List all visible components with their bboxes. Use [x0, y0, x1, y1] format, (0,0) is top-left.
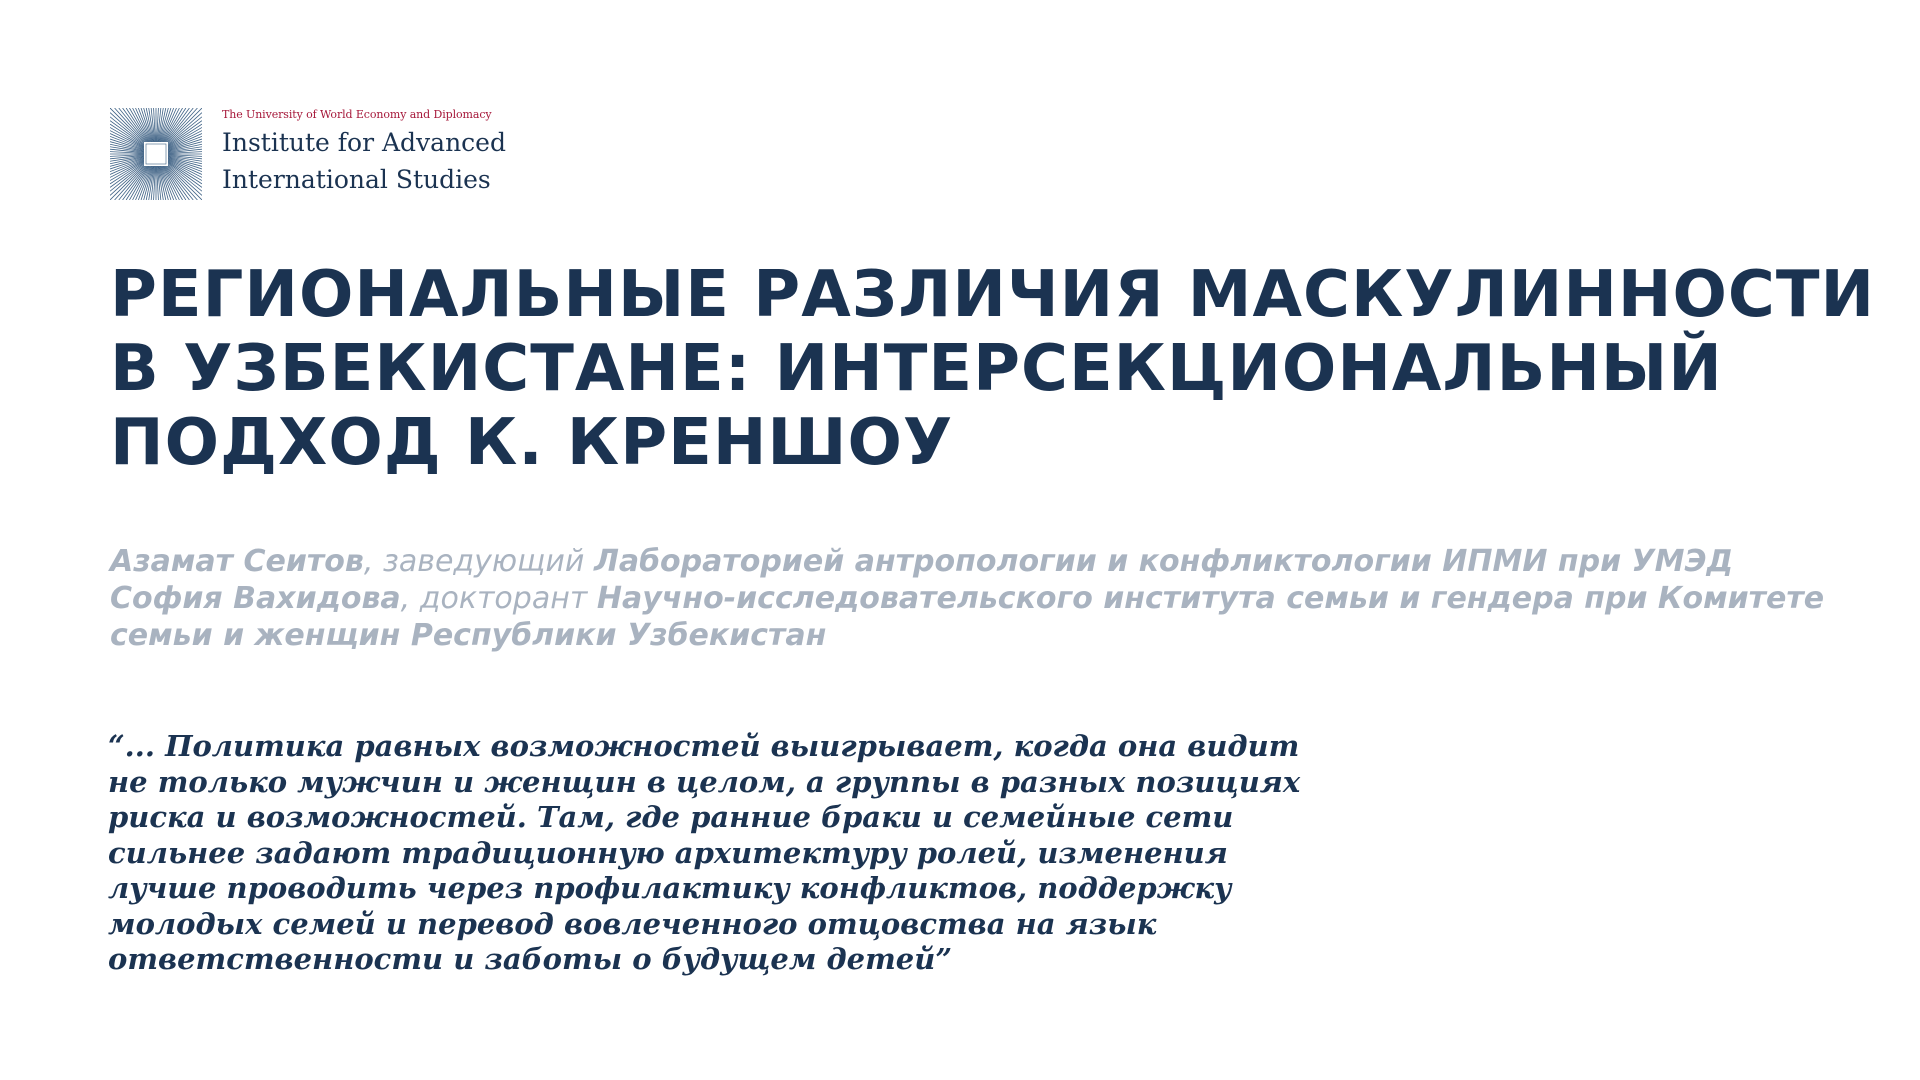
author-2-affiliation-line2: семьи и женщин Республики Узбекистан	[110, 618, 827, 653]
title-line-3: ПОДХОД К. КРЕНШОУ	[110, 406, 954, 480]
sunburst-logo-icon	[110, 108, 202, 200]
university-name: The University of World Economy and Diplomacy	[222, 107, 492, 121]
quote-line-1: “... Политика равных возможностей выигрывает, когда она видит	[108, 729, 1300, 763]
quote-line-6: молодых семей и перевод вовлеченного отцовства на язык	[108, 906, 1157, 941]
author-2-affiliation-line1: Научно-исследовательского института семьи и гендера при Комитете	[596, 581, 1825, 616]
title-line-1: РЕГИОНАЛЬНЫЕ РАЗЛИЧИЯ МАСКУЛИННОСТИ	[110, 258, 1876, 332]
page-title	[110, 258, 1876, 480]
quote-line-2: не только мужчин и женщин в целом, а группы в разных позициях	[108, 764, 1301, 799]
quote-line-4: сильнее задают традиционную архитектуру ролей, изменения	[108, 835, 1228, 870]
authors-block	[110, 543, 1870, 654]
author-2-continued	[110, 617, 1870, 654]
author-1	[110, 543, 1870, 580]
author-1-name: Азамат Сеитов	[110, 544, 364, 579]
author-1-role: , заведующий	[363, 544, 594, 579]
author-1-affiliation: Лабораторией антропологии и конфликтологии ИПМИ при УМЭД	[593, 544, 1734, 579]
institute-logo	[110, 108, 506, 200]
author-2-role: , докторант	[400, 581, 597, 616]
logo-text	[222, 108, 506, 195]
title-line-2: В УЗБЕКИСТАНЕ: ИНТЕРСЕКЦИОНАЛЬНЫЙ	[110, 332, 1723, 406]
quote-line-5: лучше проводить через профилактику конфликтов, поддержку	[108, 871, 1232, 905]
institute-name-line1: Institute for Advanced	[222, 127, 506, 157]
quote-line-3: риска и возможностей. Там, где ранние браки и семейные сети	[108, 800, 1234, 834]
quote-line-7: ответственности и заботы о будущем детей”	[108, 942, 953, 976]
author-2	[110, 580, 1870, 617]
author-2-name: София Вахидова	[110, 581, 401, 616]
institute-name-line2: International Studies	[222, 164, 491, 194]
quote-block	[108, 729, 1301, 978]
